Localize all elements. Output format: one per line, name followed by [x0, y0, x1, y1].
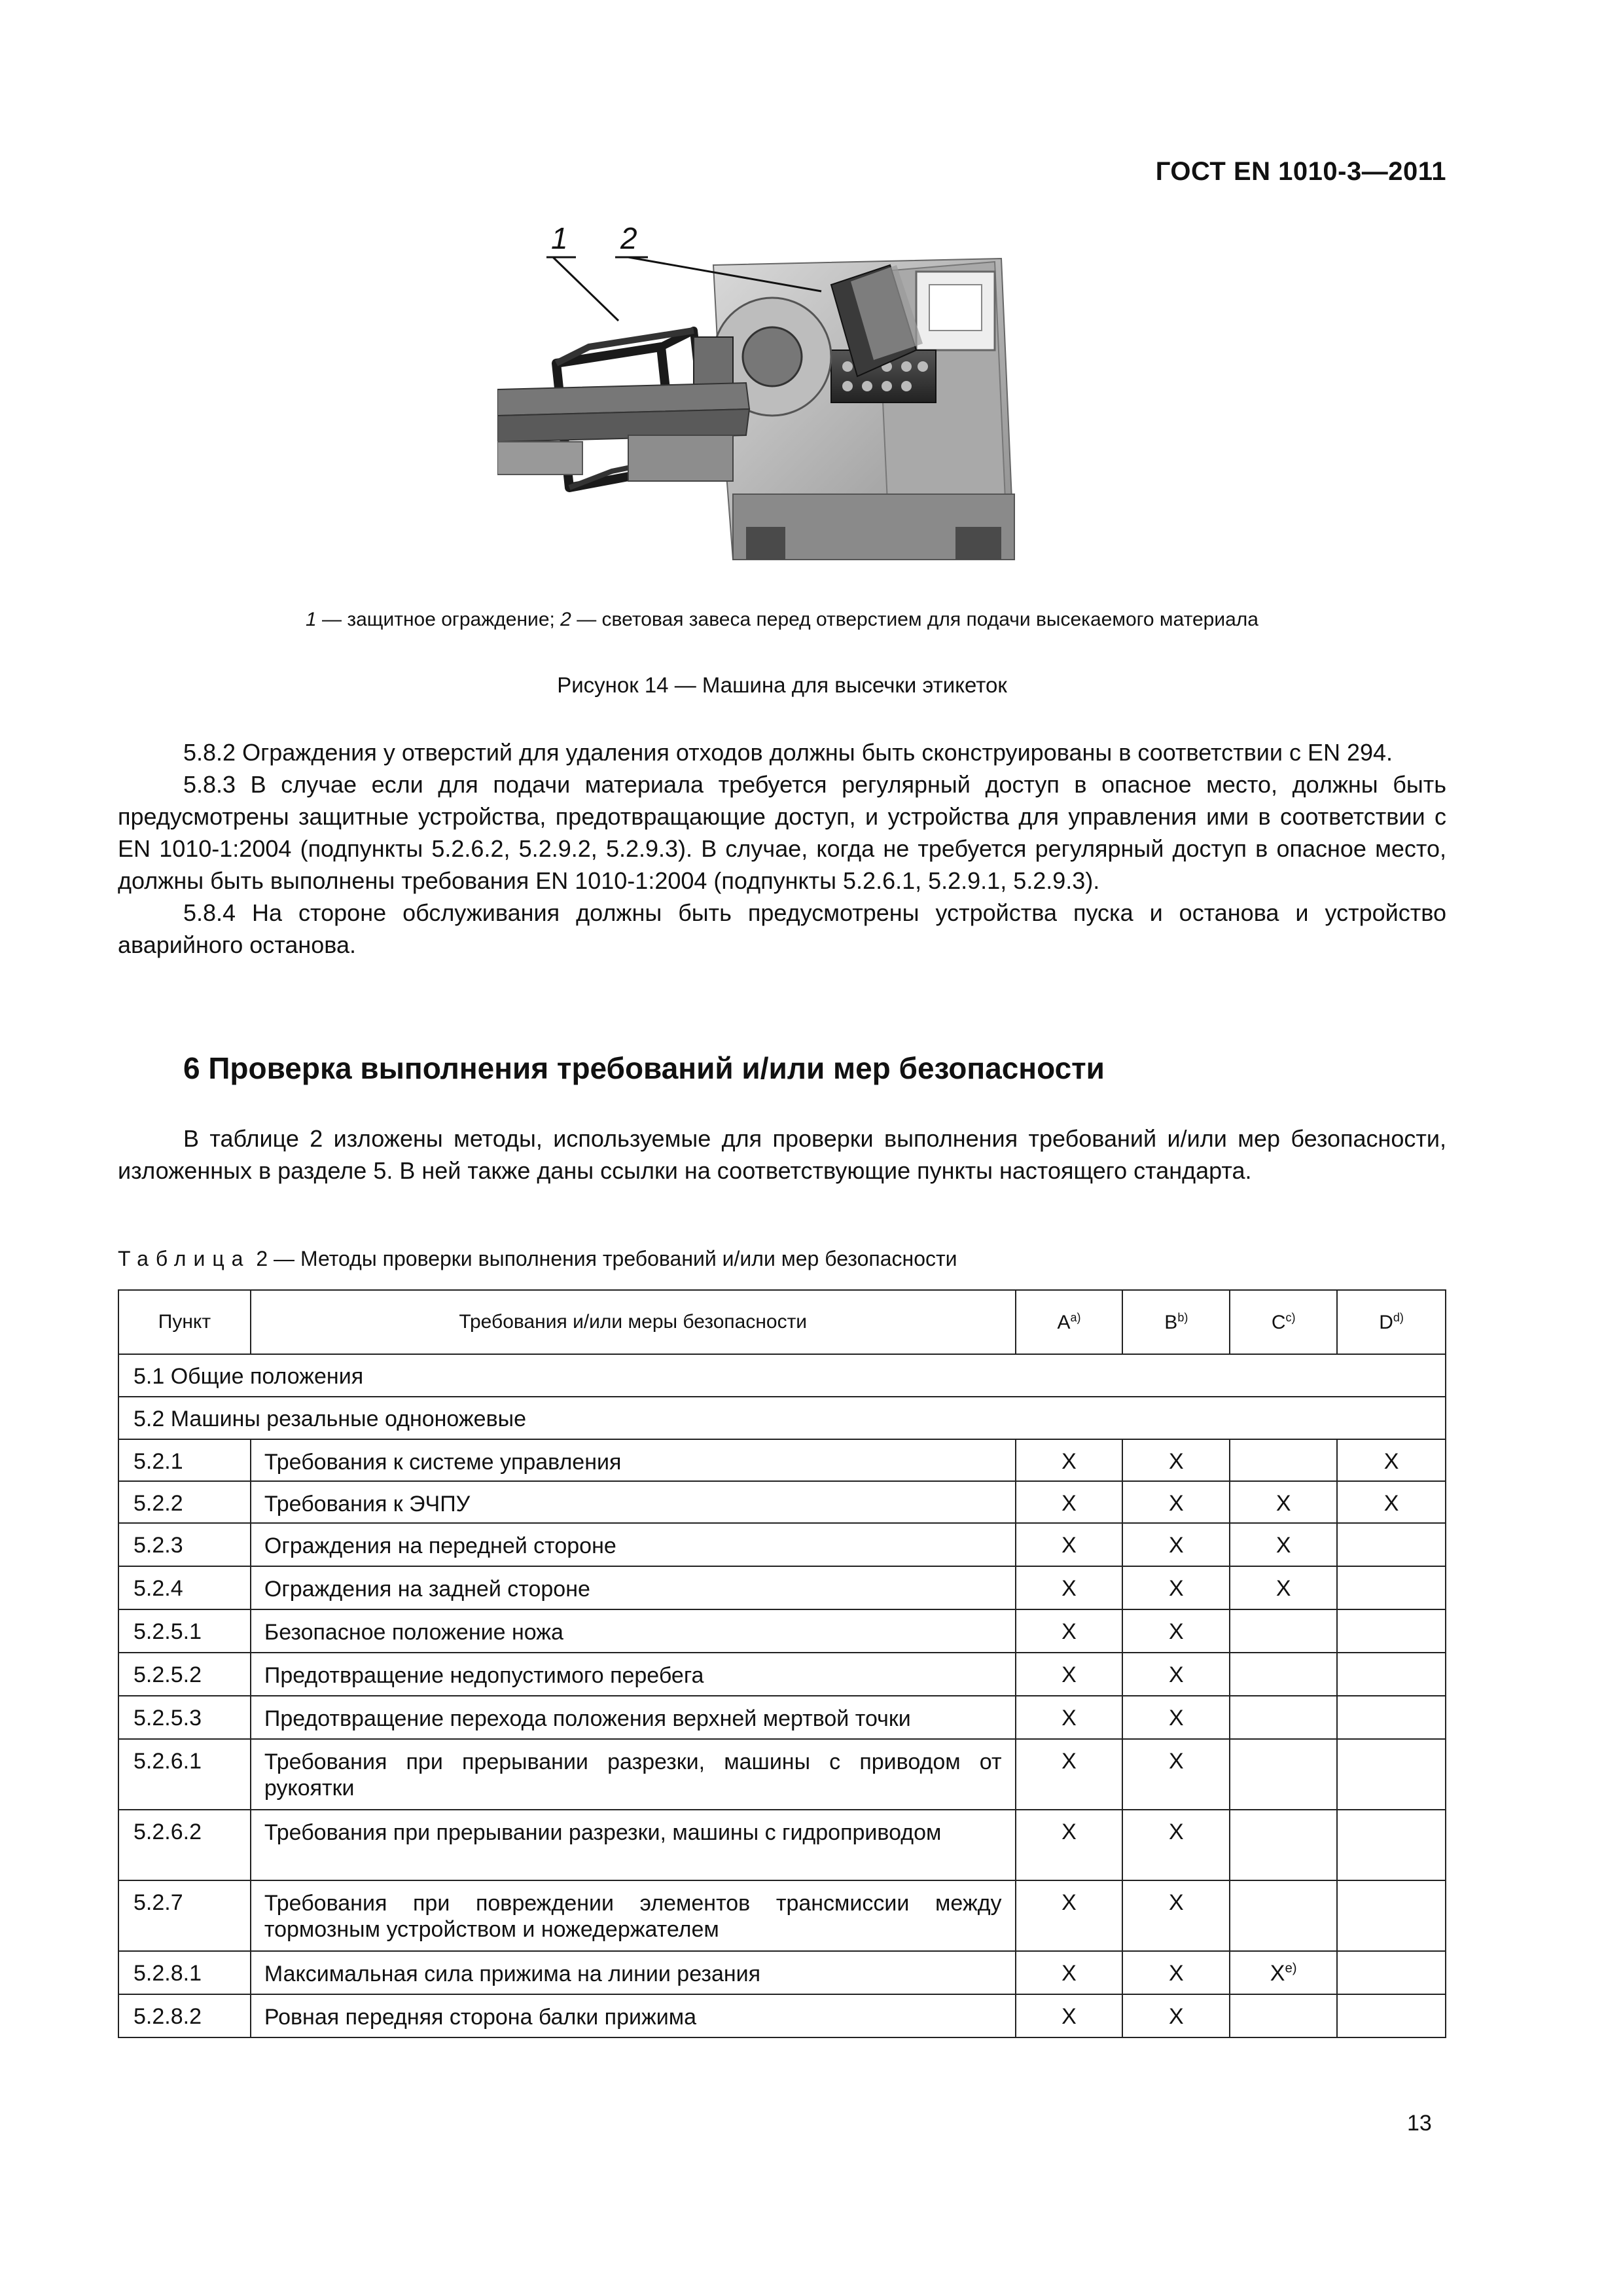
label-cutting-machine-illustration — [497, 219, 1021, 586]
row-mark-a: X — [1016, 1994, 1123, 2037]
row-item-number: 5.2.6.1 — [118, 1739, 251, 1810]
row-mark-a: X — [1016, 1439, 1123, 1481]
header-item: Пункт — [118, 1290, 251, 1354]
row-mark-c: X — [1230, 1481, 1337, 1523]
row-requirement: Требования при прерывании разрезки, машины с приводом от рукоятки — [251, 1739, 1016, 1810]
table-row — [118, 1481, 1446, 1523]
table-row — [118, 1810, 1446, 1880]
table-2-title — [118, 1247, 957, 1271]
row-requirement: Предотвращение недопустимого перебега — [251, 1653, 1016, 1696]
row-item-number: 5.2.4 — [118, 1566, 251, 1609]
row-mark-d — [1337, 1951, 1446, 1994]
row-mark-a: X — [1016, 1481, 1123, 1523]
row-mark-b: X — [1122, 1696, 1230, 1739]
table-row — [118, 1696, 1446, 1739]
row-requirement: Ограждения на задней стороне — [251, 1566, 1016, 1609]
row-mark-d — [1337, 1653, 1446, 1696]
table-row — [118, 1951, 1446, 1994]
header-requirement: Требования и/или меры безопасности — [251, 1290, 1016, 1354]
row-mark-a: X — [1016, 1609, 1123, 1653]
section-6-intro — [118, 1122, 1446, 1187]
table-section-row — [118, 1354, 1446, 1397]
table-row — [118, 1653, 1446, 1696]
row-mark-c — [1230, 1609, 1337, 1653]
machine-figure — [497, 219, 1021, 586]
figure-label-1: 1 — [551, 221, 568, 255]
row-mark-b: X — [1122, 1609, 1230, 1653]
row-item-number: 5.2.6.2 — [118, 1810, 251, 1880]
row-requirement: Ровная передняя сторона балки прижима — [251, 1994, 1016, 2037]
row-mark-c: $X^{e)}$ — [1230, 1951, 1337, 1994]
row-mark-a: X — [1016, 1739, 1123, 1810]
row-mark-a: X — [1016, 1880, 1123, 1951]
table-row — [118, 1439, 1446, 1481]
header-a: $A^{a)}$ — [1016, 1290, 1123, 1354]
row-mark-d — [1337, 1609, 1446, 1653]
legend-item-1-number: 1 — [305, 609, 317, 630]
table-body — [118, 1439, 1446, 2037]
row-item-number: 5.2.8.1 — [118, 1951, 251, 1994]
row-mark-b: X — [1122, 1880, 1230, 1951]
row-item-number: 5.2.5.1 — [118, 1609, 251, 1653]
row-item-number: 5.2.8.2 — [118, 1994, 251, 2037]
row-mark-c — [1230, 1653, 1337, 1696]
row-mark-c: X — [1230, 1523, 1337, 1566]
row-mark-a: X — [1016, 1810, 1123, 1880]
header-d: $D^{d)}$ — [1337, 1290, 1446, 1354]
row-item-number: 5.2.7 — [118, 1880, 251, 1951]
row-mark-d — [1337, 1523, 1446, 1566]
table-row — [118, 1739, 1446, 1810]
row-mark-b: X — [1122, 1523, 1230, 1566]
row-requirement: Безопасное положение ножа — [251, 1609, 1016, 1653]
document-number: ГОСТ EN 1010-3—2011 — [1155, 157, 1446, 186]
row-mark-a: X — [1016, 1523, 1123, 1566]
row-mark-d — [1337, 1739, 1446, 1810]
table-row — [118, 1566, 1446, 1609]
row-mark-c — [1230, 1739, 1337, 1810]
table-header-row — [118, 1290, 1446, 1354]
row-item-number: 5.2.1 — [118, 1439, 251, 1481]
row-mark-b: X — [1122, 1994, 1230, 2037]
row-requirement: Ограждения на передней стороне — [251, 1523, 1016, 1566]
page-number: 13 — [1407, 2111, 1432, 2136]
row-mark-c: X — [1230, 1566, 1337, 1609]
table-title-word: Таблица — [118, 1247, 251, 1270]
figure-label-2: 2 — [620, 221, 637, 255]
row-mark-d — [1337, 1566, 1446, 1609]
row-requirement: Требования к ЭЧПУ — [251, 1481, 1016, 1523]
row-mark-c — [1230, 1880, 1337, 1951]
row-mark-d: X — [1337, 1439, 1446, 1481]
verification-methods-table — [118, 1289, 1446, 2038]
legend-item-2-text: — световая завеса перед отверстием для подачи высекаемого материала — [571, 609, 1258, 630]
header-b: $B^{b)}$ — [1122, 1290, 1230, 1354]
row-mark-d — [1337, 1696, 1446, 1739]
table-title-rest: 2 — Методы проверки выполнения требований и/или мер безопасности — [250, 1247, 957, 1270]
row-requirement: Требования при повреждении элементов трансмиссии между тормозным устройством и ножедержателем — [251, 1880, 1016, 1951]
table-row — [118, 1609, 1446, 1653]
table-row — [118, 1523, 1446, 1566]
table-section-row — [118, 1397, 1446, 1439]
row-mark-c — [1230, 1994, 1337, 2037]
row-requirement: Максимальная сила прижима на линии резания — [251, 1951, 1016, 1994]
row-mark-b: X — [1122, 1810, 1230, 1880]
row-item-number: 5.2.5.3 — [118, 1696, 251, 1739]
row-mark-d — [1337, 1810, 1446, 1880]
row-mark-b: X — [1122, 1481, 1230, 1523]
row-mark-d — [1337, 1880, 1446, 1951]
row-mark-d — [1337, 1994, 1446, 2037]
figure-legend — [118, 609, 1446, 631]
paragraph-5-8-2: 5.8.2 Ограждения у отверстий для удаления отходов должны быть сконструированы в соответствии с EN 294. — [183, 739, 1393, 766]
row-mark-a: X — [1016, 1566, 1123, 1609]
row-mark-a: X — [1016, 1653, 1123, 1696]
row-mark-b: X — [1122, 1566, 1230, 1609]
row-mark-b: X — [1122, 1439, 1230, 1481]
row-mark-a: X — [1016, 1696, 1123, 1739]
row-mark-c — [1230, 1810, 1337, 1880]
row-mark-c — [1230, 1696, 1337, 1739]
paragraph-5-8-3: 5.8.3 В случае если для подачи материала требуется регулярный доступ в опасное место, должны быть предусмотрены защитные устройства, предотвращающие доступ, и устройства для управления ими в соответствии с EN 1010-1:2004 (подпункты 5.2.6.2, 5.2.9.2, 5.2.9.3). В случае, когда не требуется регулярный доступ в опасное место, должны быть выполнены требования EN 1010-1:2004 (подпункты 5.2.6.1, 5.2.9.1, 5.2.9.3). — [118, 771, 1446, 894]
legend-item-1-text: — защитное ограждение; — [316, 609, 561, 630]
section-row-5-1: 5.1 Общие положения — [118, 1354, 1446, 1397]
table-row — [118, 1880, 1446, 1951]
row-mark-b: X — [1122, 1653, 1230, 1696]
row-item-number: 5.2.3 — [118, 1523, 251, 1566]
section-6-intro-paragraph: В таблице 2 изложены методы, используемые для проверки выполнения требований и/или мер безопасности, изложенных в разделе 5. В ней также даны ссылки на соответствующие пункты настоящего стандарта. — [118, 1125, 1446, 1184]
row-mark-c — [1230, 1439, 1337, 1481]
row-requirement: Требования при прерывании разрезки, машины с гидроприводом — [251, 1810, 1016, 1880]
section-6-heading: 6 Проверка выполнения требований и/или мер безопасности — [183, 1051, 1105, 1085]
row-mark-b: X — [1122, 1739, 1230, 1810]
paragraph-5-8-4: 5.8.4 На стороне обслуживания должны быть предусмотрены устройства пуска и останова и устройство аварийного останова. — [118, 899, 1446, 958]
row-requirement: Требования к системе управления — [251, 1439, 1016, 1481]
row-mark-d: X — [1337, 1481, 1446, 1523]
legend-item-2-number: 2 — [560, 609, 571, 630]
row-requirement: Предотвращение перехода положения верхней мертвой точки — [251, 1696, 1016, 1739]
figure-title: Рисунок 14 — Машина для высечки этикеток — [557, 673, 1007, 697]
section-5-8-text — [118, 736, 1446, 961]
row-mark-a: X — [1016, 1951, 1123, 1994]
row-item-number: 5.2.5.2 — [118, 1653, 251, 1696]
header-c: $C^{c)}$ — [1230, 1290, 1337, 1354]
row-mark-b: X — [1122, 1951, 1230, 1994]
section-row-5-2: 5.2 Машины резальные одноножевые — [118, 1397, 1446, 1439]
row-item-number: 5.2.2 — [118, 1481, 251, 1523]
table-row — [118, 1994, 1446, 2037]
